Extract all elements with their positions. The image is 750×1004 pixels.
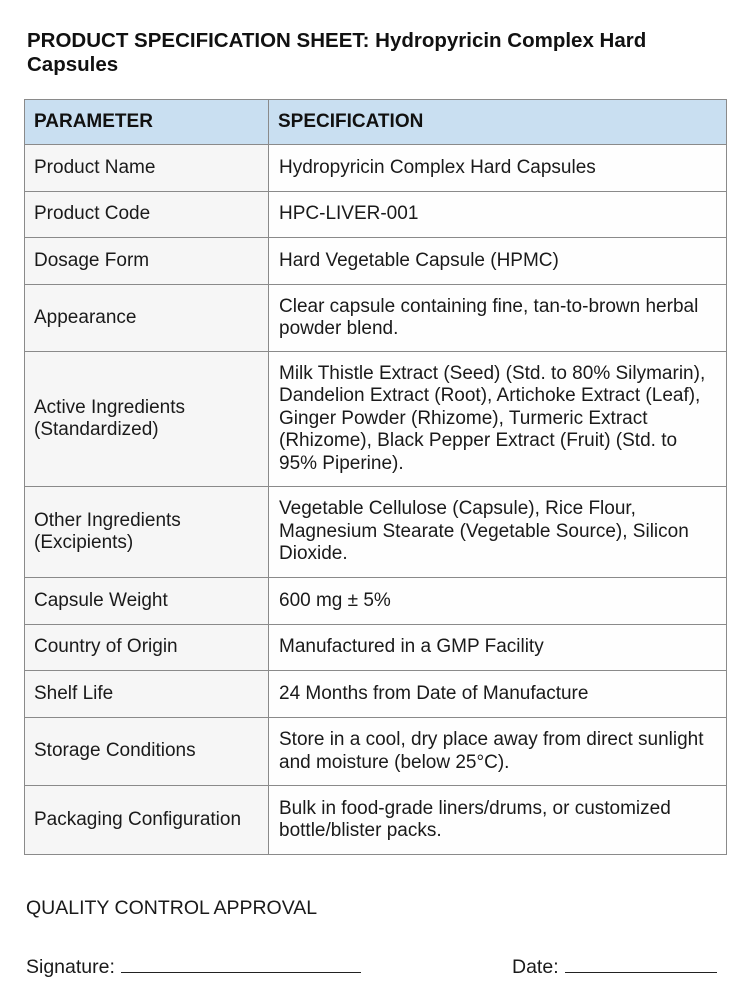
parameter-cell: Country of Origin bbox=[25, 625, 269, 671]
date-label: Date: bbox=[512, 956, 559, 978]
table-row bbox=[25, 671, 727, 718]
date-field[interactable] bbox=[512, 954, 717, 979]
specification-cell: Bulk in food-grade liners/drums, or customized bottle/blister packs. bbox=[269, 786, 727, 855]
specification-cell: Clear capsule containing fine, tan-to-brown herbal powder blend. bbox=[269, 285, 727, 352]
quality-control-heading: QUALITY CONTROL APPROVAL bbox=[26, 897, 318, 919]
table-row bbox=[25, 145, 727, 192]
parameter-cell: Active Ingredients (Standardized) bbox=[25, 352, 269, 487]
parameter-cell: Storage Conditions bbox=[25, 718, 269, 786]
specification-cell: Hydropyricin Complex Hard Capsules bbox=[269, 145, 727, 192]
specification-cell: 24 Months from Date of Manufacture bbox=[269, 671, 727, 718]
parameter-cell: Other Ingredients (Excipients) bbox=[25, 487, 269, 578]
parameter-cell: Dosage Form bbox=[25, 238, 269, 285]
parameter-cell: Capsule Weight bbox=[25, 578, 269, 625]
signature-line[interactable] bbox=[121, 954, 361, 973]
specification-table bbox=[24, 99, 727, 855]
specification-cell: Hard Vegetable Capsule (HPMC) bbox=[269, 238, 727, 285]
parameter-cell: Packaging Configuration bbox=[25, 786, 269, 855]
specification-cell: 600 mg ± 5% bbox=[269, 578, 727, 625]
signature-label: Signature: bbox=[26, 956, 115, 978]
table-row bbox=[25, 786, 727, 855]
table-row bbox=[25, 578, 727, 625]
page-title: PRODUCT SPECIFICATION SHEET: Hydropyricin Complex Hard Capsules bbox=[27, 29, 647, 76]
parameter-cell: Appearance bbox=[25, 285, 269, 352]
specification-cell: HPC-LIVER-001 bbox=[269, 192, 727, 238]
table-row bbox=[25, 718, 727, 786]
column-header-parameter: PARAMETER bbox=[25, 100, 269, 145]
specification-cell: Manufactured in a GMP Facility bbox=[269, 625, 727, 671]
date-line[interactable] bbox=[565, 954, 717, 973]
table-row bbox=[25, 238, 727, 285]
specification-cell: Milk Thistle Extract (Seed) (Std. to 80% Silymarin), Dandelion Extract (Root), Artichoke Extract (Leaf), Ginger Powder (Rhizome), Turmeric Extract (Rhizome), Black Pepper Extract (Fruit) (Std. to 95% Piperine). bbox=[269, 352, 727, 487]
table-row bbox=[25, 625, 727, 671]
specification-cell: Store in a cool, dry place away from direct sunlight and moisture (below 25°C). bbox=[269, 718, 727, 786]
table-row bbox=[25, 352, 727, 487]
column-header-specification: SPECIFICATION bbox=[269, 100, 727, 145]
specification-cell: Vegetable Cellulose (Capsule), Rice Flour, Magnesium Stearate (Vegetable Source), Silicon Dioxide. bbox=[269, 487, 727, 578]
parameter-cell: Shelf Life bbox=[25, 671, 269, 718]
parameter-cell: Product Code bbox=[25, 192, 269, 238]
signature-field[interactable] bbox=[26, 954, 361, 979]
table-row bbox=[25, 192, 727, 238]
table-row bbox=[25, 487, 727, 578]
parameter-cell: Product Name bbox=[25, 145, 269, 192]
table-header-row bbox=[25, 100, 727, 145]
table-row bbox=[25, 285, 727, 352]
